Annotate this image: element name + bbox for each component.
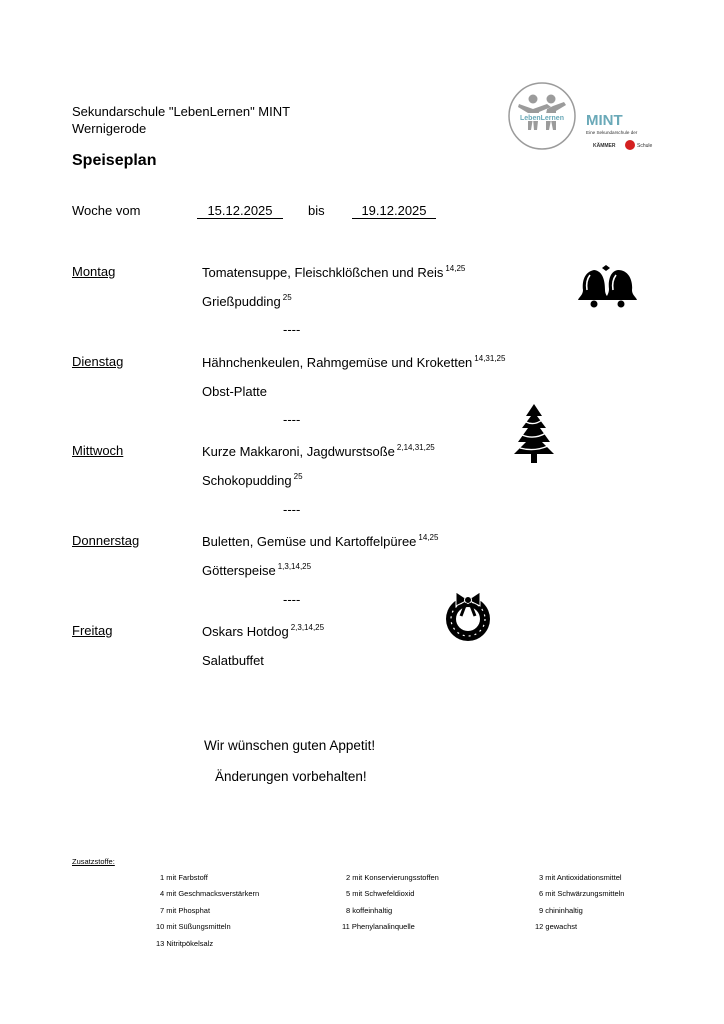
page-title: Speiseplan (72, 152, 157, 169)
additive-item: 10 mit Süßungsmitteln (156, 922, 231, 931)
logo-text: LebenLernen (520, 115, 564, 122)
additive-item: 6 mit Schwärzungsmitteln (539, 889, 625, 898)
day-friday: Freitag (72, 623, 113, 638)
closing-line2: Änderungen vorbehalten! (215, 769, 367, 784)
additive-item: 11 Phenylanalinquelle (342, 922, 415, 931)
logo-sub2: KÄMMER (593, 143, 616, 149)
additive-item: 5 mit Schwefeldioxid (346, 889, 415, 898)
dish-thursday-dessert: Götterspeise $^{1,3,14,25}$ (202, 562, 312, 578)
separator: ---- (283, 412, 301, 427)
additive-item: 7 mit Phosphat (160, 906, 211, 915)
additive-item: 1 mit Farbstoff (160, 873, 208, 882)
additive-item: 4 mit Geschmacksverstärkern (160, 889, 260, 898)
day-wednesday: Mittwoch (72, 443, 124, 458)
separator: ---- (283, 502, 301, 517)
additive-item: 8 koffeinhaltig (346, 906, 393, 915)
week-label: Woche vom (72, 203, 141, 218)
dish-monday-main: Tomatensuppe, Fleischklößchen und Reis $^{14,25}$ (202, 264, 466, 280)
separator: ---- (283, 592, 301, 607)
week-to-date: 19.12.2025 (352, 203, 436, 219)
dish-tuesday-dessert: Obst-Platte (202, 384, 268, 399)
additive-item: 2 mit Konservierungsstoffen (346, 873, 439, 882)
dish-friday-main: Oskars Hotdog $^{2,3,14,25}$ (202, 623, 325, 639)
day-tuesday: Dienstag (72, 354, 124, 369)
logo-sub3: Schule (637, 143, 653, 149)
zusatzstoffe-title: Zusatzstoffe: (72, 857, 115, 866)
additive-item: 13 Nitritpökelsalz (156, 939, 214, 948)
dish-wednesday-main: Kurze Makkaroni, Jagdwurstsoße $^{2,14,31,25}$ (202, 443, 435, 459)
additive-item: 9 chininhaltig (539, 906, 583, 915)
logo-graphic-icon (506, 80, 666, 154)
school-line2: Wernigerode (72, 121, 147, 136)
wreath-icon (440, 588, 496, 644)
bells-icon (576, 264, 640, 310)
school-name (72, 103, 290, 137)
dish-wednesday-dessert: Schokopudding $^{25}$ (202, 472, 303, 488)
week-from-date: 15.12.2025 (197, 203, 283, 219)
day-monday: Montag (72, 264, 116, 279)
school-line1: Sekundarschule "LebenLernen" MINT (72, 104, 291, 119)
logo-mint: MINT (586, 112, 623, 129)
christmas-tree-icon (512, 402, 556, 464)
dish-tuesday-main: Hähnchenkeulen, Rahmgemüse und Kroketten $^{14,31,25}$ (202, 354, 506, 370)
dish-monday-dessert: Grießpudding $^{25}$ (202, 293, 292, 309)
week-to-label: bis (308, 203, 325, 218)
dish-friday-dessert: Salatbuffet (202, 653, 264, 668)
logo-sub1: Eine Sekundarschule der (586, 130, 638, 135)
additive-item: 3 mit Antioxidationsmittel (539, 873, 622, 882)
closing-line1: Wir wünschen guten Appetit! (204, 738, 376, 753)
additive-item: 12 gewachst (535, 922, 578, 931)
dish-thursday-main: Buletten, Gemüse und Kartoffelpüree $^{14,25}$ (202, 533, 439, 549)
school-logo (506, 80, 666, 154)
day-thursday: Donnerstag (72, 533, 140, 548)
separator: ---- (283, 322, 301, 337)
